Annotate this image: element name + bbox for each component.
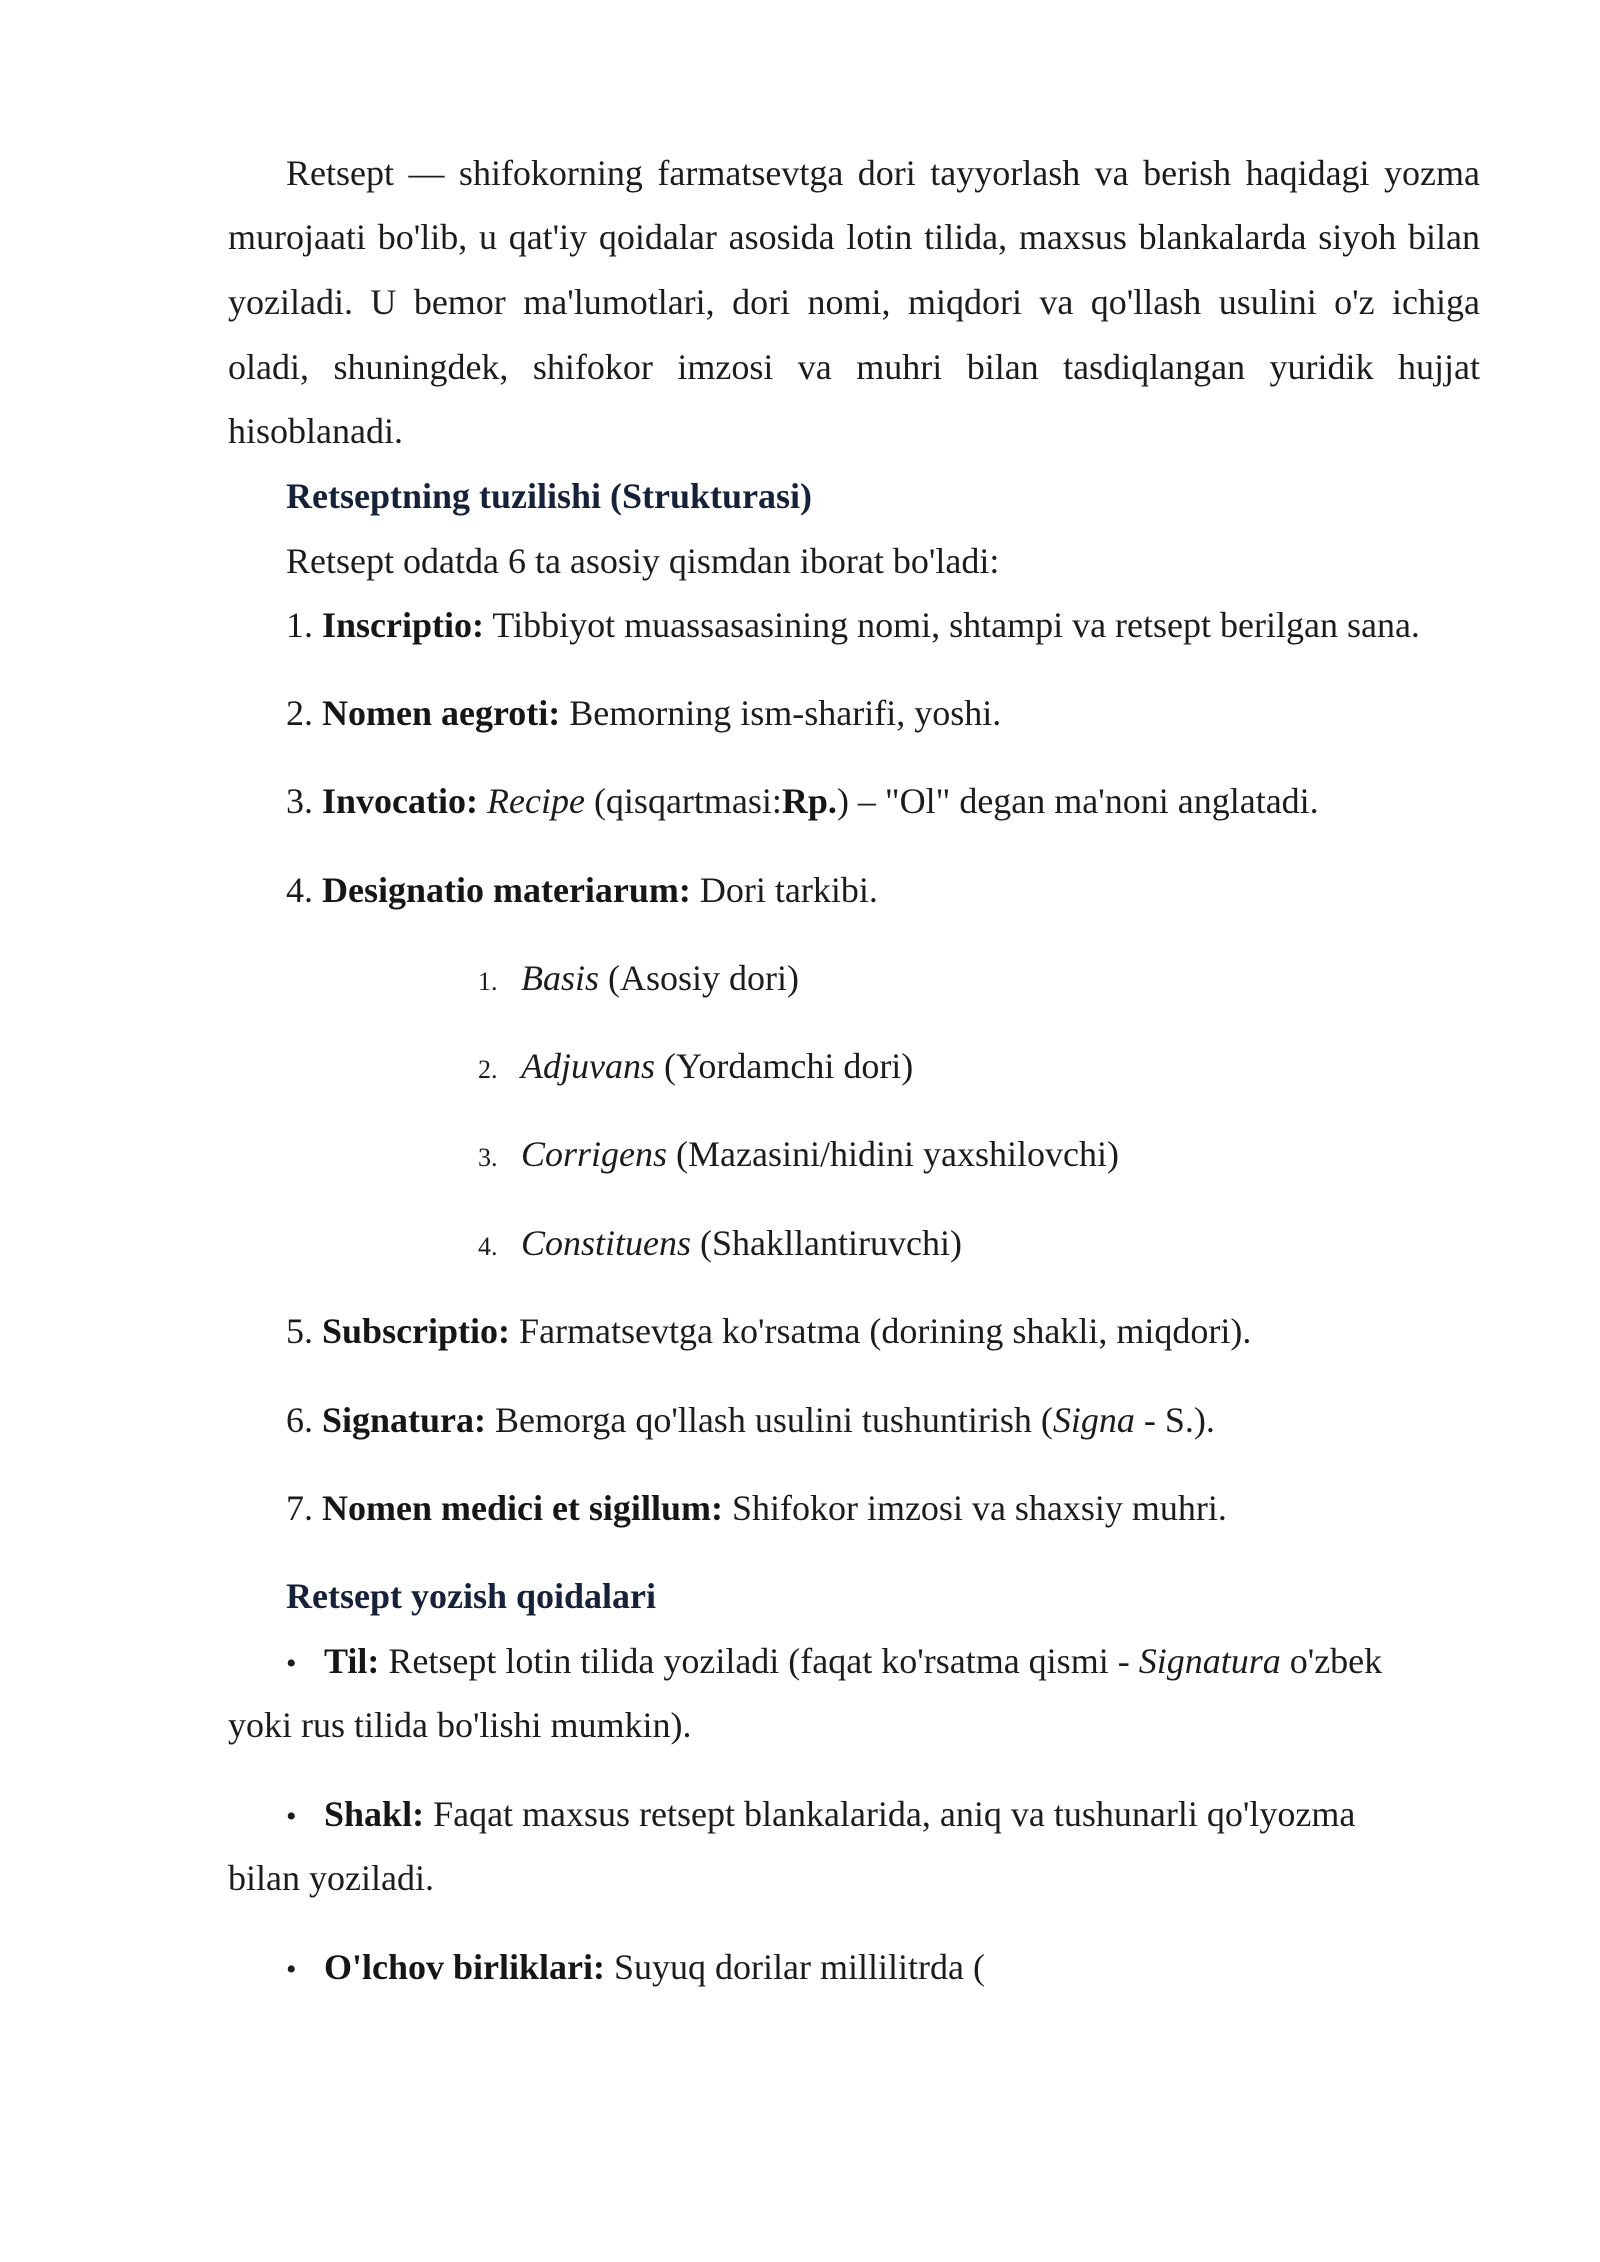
sub-item-2 bbox=[478, 1045, 1478, 1091]
item-text-pre: (qisqartmasi: bbox=[593, 781, 782, 821]
rule-text: Faqat maxsus retsept blankalarida, aniq va tushunarli qo'lyozma bbox=[433, 1794, 1356, 1834]
structure-item-1 bbox=[286, 604, 1480, 646]
rule-term: Shakl: bbox=[324, 1794, 425, 1834]
item-abbr: Rp. bbox=[781, 781, 837, 821]
item-term: Subscriptio: bbox=[322, 1311, 511, 1351]
structure-heading: Retseptning tuzilishi (Strukturasi) bbox=[286, 476, 813, 516]
item-term: Designatio materiarum: bbox=[322, 870, 691, 910]
sub-item-term: Corrigens bbox=[521, 1134, 668, 1174]
item-number: 3. bbox=[286, 781, 313, 821]
item-text: Shifokor imzosi va shaxsiy muhri. bbox=[731, 1488, 1227, 1528]
item-term: Nomen medici et sigillum: bbox=[322, 1488, 723, 1528]
rule-text-pre: Retsept lotin tilida yoziladi (faqat ko'rsatma qismi - bbox=[388, 1641, 1130, 1681]
sub-item-number: 1. bbox=[478, 967, 498, 996]
item-italic: Signa bbox=[1052, 1400, 1135, 1440]
rule-item-1 bbox=[286, 1640, 1480, 1685]
item-number: 7. bbox=[286, 1488, 313, 1528]
item-text: Farmatsevtga ko'rsatma (dorining shakli, miqdori). bbox=[519, 1311, 1252, 1351]
sub-item-number: 2. bbox=[478, 1055, 498, 1084]
item-term: Nomen aegroti: bbox=[322, 693, 561, 733]
structure-lead: Retsept odatda 6 ta asosiy qismdan iborat bo'ladi: bbox=[286, 541, 1000, 581]
bullet-icon: • bbox=[286, 1647, 297, 1680]
sub-item-3 bbox=[478, 1133, 1478, 1179]
sub-item-term: Constituens bbox=[521, 1223, 692, 1263]
rule-text: Suyuq dorilar millilitrda ( bbox=[614, 1947, 985, 1987]
item-number: 5. bbox=[286, 1311, 313, 1351]
intro-line-1: Retsept — shifokorning farmatsevtga dori tayyorlash va berish haqidagi yozma bbox=[286, 153, 1480, 193]
sub-item-4 bbox=[478, 1222, 1478, 1268]
rule-text-post: o'zbek bbox=[1289, 1641, 1383, 1681]
rule-item-1-cont: yoki rus tilida bo'lishi mumkin). bbox=[228, 1705, 692, 1745]
bullet-icon: • bbox=[286, 1953, 297, 1986]
item-text: Tibbiyot muassasasining nomi, shtampi va retsept berilgan sana. bbox=[492, 605, 1420, 645]
rule-term: Til: bbox=[324, 1641, 380, 1681]
rule-item-2 bbox=[286, 1793, 1480, 1838]
structure-item-3 bbox=[286, 780, 1480, 822]
intro-line-3: yoziladi. U bemor ma'lumotlari, dori nomi, miqdori va qo'llash usulini o'z ichiga bbox=[228, 282, 1480, 322]
rules-heading: Retsept yozish qoidalari bbox=[286, 1576, 657, 1616]
intro-line-2: murojaati bo'lib, u qat'iy qoidalar asosida lotin tilida, maxsus blankalarda siyoh bilan bbox=[228, 217, 1480, 257]
item-number: 1. bbox=[286, 605, 313, 645]
sub-item-text: (Shakllantiruvchi) bbox=[700, 1223, 962, 1263]
item-number: 4. bbox=[286, 870, 313, 910]
structure-item-5 bbox=[286, 1310, 1480, 1352]
rule-item-2-cont: bilan yoziladi. bbox=[228, 1858, 434, 1898]
structure-item-4 bbox=[286, 869, 1480, 911]
intro-line-4: oladi, shuningdek, shifokor imzosi va muhri bilan tasdiqlangan yuridik hujjat bbox=[228, 347, 1480, 387]
sub-item-text: (Yordamchi dori) bbox=[663, 1046, 914, 1086]
item-text-post: ) – "Ol" degan ma'noni anglatadi. bbox=[836, 781, 1319, 821]
item-text-pre: Bemorga qo'llash usulini tushuntirish ( bbox=[495, 1400, 1053, 1440]
structure-item-2 bbox=[286, 692, 1480, 734]
item-term: Invocatio: bbox=[322, 781, 478, 821]
structure-item-6 bbox=[286, 1399, 1480, 1441]
sub-item-number: 3. bbox=[478, 1143, 498, 1172]
sub-item-1 bbox=[478, 957, 1478, 1003]
item-text: Bemorning ism-sharifi, yoshi. bbox=[569, 693, 1002, 733]
item-term: Inscriptio: bbox=[322, 605, 484, 645]
rule-italic: Signatura bbox=[1138, 1641, 1281, 1681]
item-term: Signatura: bbox=[322, 1400, 487, 1440]
item-number: 6. bbox=[286, 1400, 313, 1440]
intro-line-5: hisoblanadi. bbox=[228, 411, 403, 451]
item-italic: Recipe bbox=[487, 781, 585, 821]
sub-item-number: 4. bbox=[478, 1232, 498, 1261]
bullet-icon: • bbox=[286, 1800, 297, 1833]
sub-item-text: (Mazasini/hidini yaxshilovchi) bbox=[676, 1134, 1119, 1174]
structure-item-7 bbox=[286, 1487, 1480, 1529]
sub-item-term: Basis bbox=[521, 958, 600, 998]
sub-item-text: (Asosiy dori) bbox=[608, 958, 800, 998]
rule-term: O'lchov birliklari: bbox=[324, 1947, 606, 1987]
item-number: 2. bbox=[286, 693, 313, 733]
item-text: Dori tarkibi. bbox=[699, 870, 878, 910]
item-text-post: - S.). bbox=[1143, 1400, 1215, 1440]
sub-item-term: Adjuvans bbox=[521, 1046, 655, 1086]
rule-item-3 bbox=[286, 1946, 1480, 1991]
